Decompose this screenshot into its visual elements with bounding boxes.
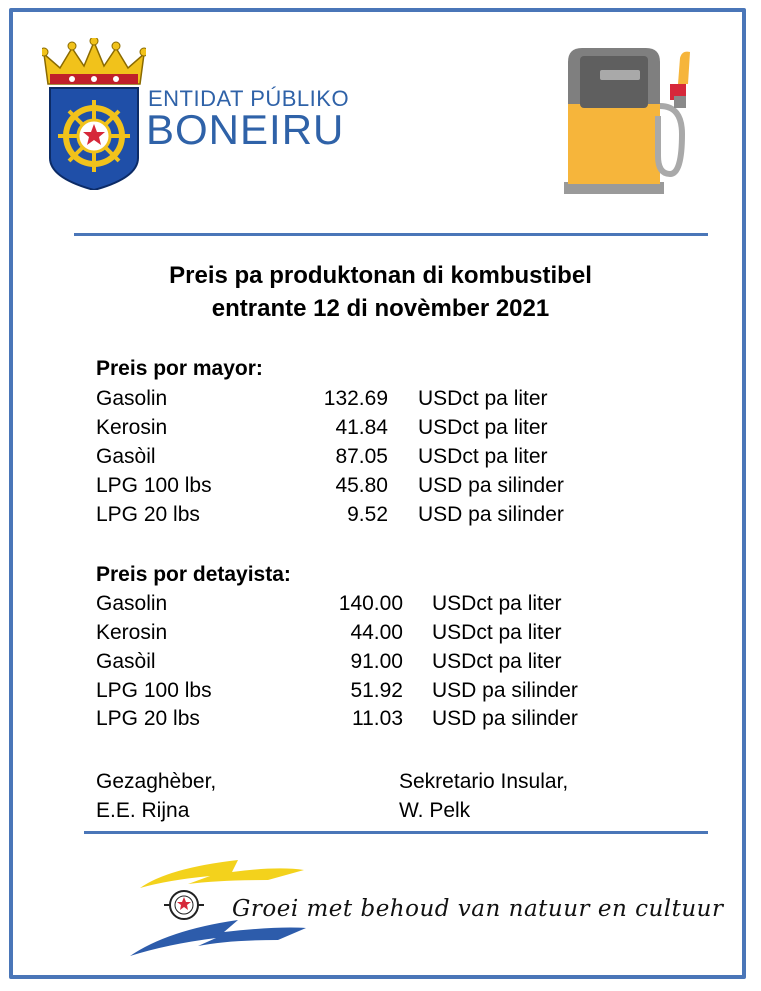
product-name: Kerosin	[96, 621, 168, 644]
price-value: 87.05	[335, 445, 388, 468]
price-unit: USDct pa liter	[432, 650, 562, 673]
price-unit: USDct pa liter	[418, 445, 548, 468]
price-unit: USDct pa liter	[418, 387, 548, 410]
price-value: 9.52	[347, 503, 388, 526]
price-value: 11.03	[352, 707, 403, 730]
price-value: 45.80	[335, 474, 388, 497]
product-name: Gasolin	[96, 387, 168, 410]
product-name: LPG 20 lbs	[96, 503, 200, 526]
product-name: Kerosin	[96, 416, 168, 439]
secretary-name: W. Pelk	[399, 799, 471, 822]
price-value: 91.00	[350, 650, 403, 673]
bonaire-coat-of-arms-icon	[42, 38, 146, 190]
document-title-line2: entrante 12 di novèmber 2021	[211, 295, 550, 322]
entity-logo	[42, 38, 372, 198]
governor-name: E.E. Rijna	[96, 799, 190, 822]
product-name: Gasòil	[96, 445, 156, 468]
wholesale-heading: Preis por mayor:	[96, 357, 263, 380]
document-title-line1: Preis pa produktonan di kombustibel	[169, 262, 592, 289]
product-name: LPG 100 lbs	[96, 474, 212, 497]
footer-divider	[84, 831, 708, 834]
governor-title: Gezaghèber,	[96, 770, 217, 793]
entity-name-line1: ENTIDAT PÚBLIKO	[148, 86, 350, 111]
retail-heading: Preis por detayista:	[96, 563, 291, 586]
price-unit: USDct pa liter	[432, 592, 562, 615]
secretary-title: Sekretario Insular,	[399, 770, 569, 793]
price-unit: USD pa silinder	[418, 503, 564, 526]
price-unit: USD pa silinder	[432, 707, 578, 730]
product-name: LPG 100 lbs	[96, 679, 212, 702]
price-unit: USD pa silinder	[432, 679, 578, 702]
price-unit: USD pa silinder	[418, 474, 564, 497]
product-name: Gasòil	[96, 650, 156, 673]
fuel-pump-icon	[562, 44, 702, 196]
price-value: 51.92	[350, 679, 403, 702]
price-value: 41.84	[335, 416, 388, 439]
product-name: Gasolin	[96, 592, 168, 615]
product-name: LPG 20 lbs	[96, 707, 200, 730]
entity-name-line2: BONEIRU	[146, 106, 345, 153]
price-unit: USDct pa liter	[432, 621, 562, 644]
footer-motto: Groei met behoud van natuur en cultuur	[232, 896, 724, 922]
price-value: 132.69	[323, 387, 388, 410]
price-value: 140.00	[338, 592, 403, 615]
price-unit: USDct pa liter	[418, 416, 548, 439]
price-value: 44.00	[350, 621, 403, 644]
header-divider	[74, 233, 708, 236]
